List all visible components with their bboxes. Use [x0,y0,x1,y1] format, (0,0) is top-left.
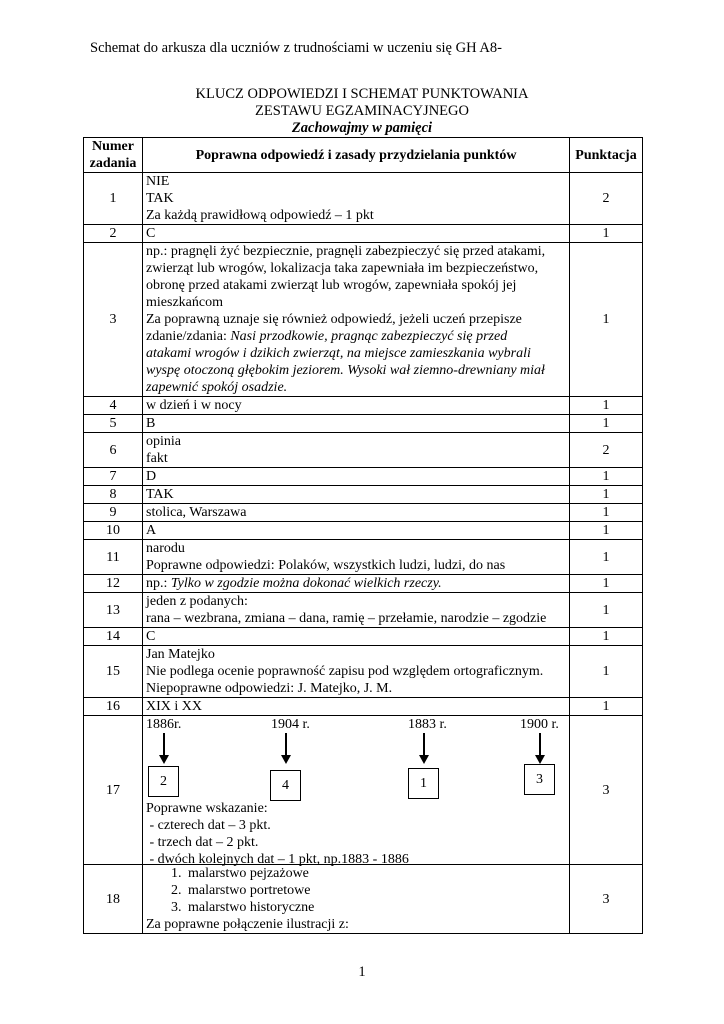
answer-box: 3 [524,764,555,795]
task-number: 1 [84,173,143,225]
page-header: Schemat do arkusza dla uczniów z trudnościami w uczeniu się GH A8- [90,40,502,56]
answer-cell: 1. malarstwo pejzażowe 2. malarstwo portretowe 3. malarstwo historyczne Za poprawne połączenie ilustracji z: [143,865,570,934]
task-number: 14 [84,628,143,646]
task-number: 8 [84,486,143,504]
points-cell: 2 [570,433,643,468]
table-row-1 [84,173,643,225]
task-number: 15 [84,646,143,698]
timeline-date: 1900 r. [520,717,559,732]
table-row-14 [84,628,643,646]
points-cell: 3 [570,716,643,865]
arrow-icon [539,733,541,757]
arrow-icon [423,733,425,757]
table-row-9 [84,504,643,522]
points-cell: 1 [570,522,643,540]
points-cell: 1 [570,504,643,522]
document-title: KLUCZ ODPOWIEDZI I SCHEMAT PUNKTOWANIA [195,86,529,102]
arrowhead-icon [419,755,429,764]
answer-cell: TAK [143,486,570,504]
answer-cell: w dzień i w nocy [143,397,570,415]
arrowhead-icon [535,755,545,764]
task-number: 9 [84,504,143,522]
table-row-5 [84,415,643,433]
points-cell: 1 [570,698,643,716]
task-number: 10 [84,522,143,540]
table-row-17 [84,716,643,865]
points-cell: 1 [570,397,643,415]
table-row-7 [84,468,643,486]
answer-cell: opinia fakt [143,433,570,468]
answer-cell: np.: Tylko w zgodzie można dokonać wielkich rzeczy. [143,575,570,593]
task-number: 16 [84,698,143,716]
task-number: 3 [84,243,143,397]
arrow-icon [285,733,287,757]
table-row-3 [84,243,643,397]
table-row-8 [84,486,643,504]
arrowhead-icon [281,755,291,764]
points-cell: 1 [570,243,643,397]
task-number: 2 [84,225,143,243]
table-row-18 [84,865,643,934]
task-number: 6 [84,433,143,468]
arrow-icon [163,733,165,757]
timeline-date: 1886r. [146,717,182,732]
task-number: 18 [84,865,143,934]
scoring-criteria: Poprawne wskazanie: - czterech dat – 3 pkt. - trzech dat – 2 pkt. - dwóch kolejnych dat – 1 pkt, np.1883 - 1886 [146,801,409,867]
table-header-row [84,138,643,173]
answer-cell: jeden z podanych: rana – wezbrana, zmiana – dana, ramię – przełamie, narodzie – zgodzie [143,593,570,628]
table-row-4 [84,397,643,415]
points-cell: 1 [570,575,643,593]
answer-cell: stolica, Warszawa [143,504,570,522]
column-header-points: Punktacja [570,138,643,173]
points-cell: 1 [570,593,643,628]
title-block [0,86,724,137]
points-cell: 1 [570,486,643,504]
table-row-11 [84,540,643,575]
answer-box: 2 [148,766,179,797]
table-row-16 [84,698,643,716]
answer-cell: NIE TAK Za każdą prawidłową odpowiedź – 1 pkt [143,173,570,225]
table-row-13 [84,593,643,628]
timeline-date: 1904 r. [271,717,310,732]
answer-cell: narodu Poprawne odpowiedzi: Polaków, wszystkich ludzi, ludzi, do nas [143,540,570,575]
task-number: 5 [84,415,143,433]
answer-cell: np.: pragnęli żyć bezpiecznie, pragnęli zabezpieczyć się przed atakami, zwierząt lub wrogów, lokalizacja taka zapewniała im bezpieczeństwo, obronę przed atakami zwierząt lub wrogów, zapewniała spokój jej mieszkańcom Za poprawną uznaje się również odpowiedź, jeżeli uczeń przepisze zdanie/zdania: Nasi przodkowie, pragnąc zabezpieczyć się przed atakami wrogów i dzikich zwierząt, na miejsce zamieszkania wybrali wyspę otoczoną głębokim jeziorem. Wysoki wał ziemno-drewniany miał zapewnić spokój osadzie. [143,243,570,397]
document-subtitle: ZESTAWU EGZAMINACYJNEGO [255,103,469,119]
points-cell: 2 [570,173,643,225]
points-cell: 1 [570,646,643,698]
answer-cell: D [143,468,570,486]
task-number: 11 [84,540,143,575]
table-row-6 [84,433,643,468]
answer-cell: B [143,415,570,433]
answer-cell: C [143,628,570,646]
timeline-diagram [146,716,566,867]
page-number: 1 [358,964,366,980]
points-cell: 3 [570,865,643,934]
points-cell: 1 [570,468,643,486]
art-genres-list [146,865,566,916]
answer-box: 4 [270,770,301,801]
list-item: 3. malarstwo historyczne [185,899,566,916]
answer-key-table [83,137,643,934]
answer-cell: Jan Matejko Nie podlega ocenie poprawność zapisu pod względem ortograficznym. Niepoprawne odpowiedzi: J. Matejko, J. M. [143,646,570,698]
task-number: 4 [84,397,143,415]
task-number: 13 [84,593,143,628]
answer-cell [143,716,570,865]
task-number: 7 [84,468,143,486]
answer-box: 1 [408,768,439,799]
table-row-12 [84,575,643,593]
arrowhead-icon [159,755,169,764]
list-item: 1. malarstwo pejzażowe [185,865,566,882]
answer-cell: C [143,225,570,243]
task-number: 17 [84,716,143,865]
list-item: 2. malarstwo portretowe [185,882,566,899]
column-header-answer: Poprawna odpowiedź i zasady przydzielania punktów [143,138,570,173]
column-header-task-number: Numer zadania [84,138,143,173]
points-cell: 1 [570,415,643,433]
table-row-15 [84,646,643,698]
exam-name: Zachowajmy w pamięci [291,120,433,136]
task-number: 12 [84,575,143,593]
table-row-10 [84,522,643,540]
timeline-date: 1883 r. [408,717,447,732]
points-cell: 1 [570,225,643,243]
table-row-2 [84,225,643,243]
answer-cell: A [143,522,570,540]
answer-cell: XIX i XX [143,698,570,716]
points-cell: 1 [570,628,643,646]
points-cell: 1 [570,540,643,575]
